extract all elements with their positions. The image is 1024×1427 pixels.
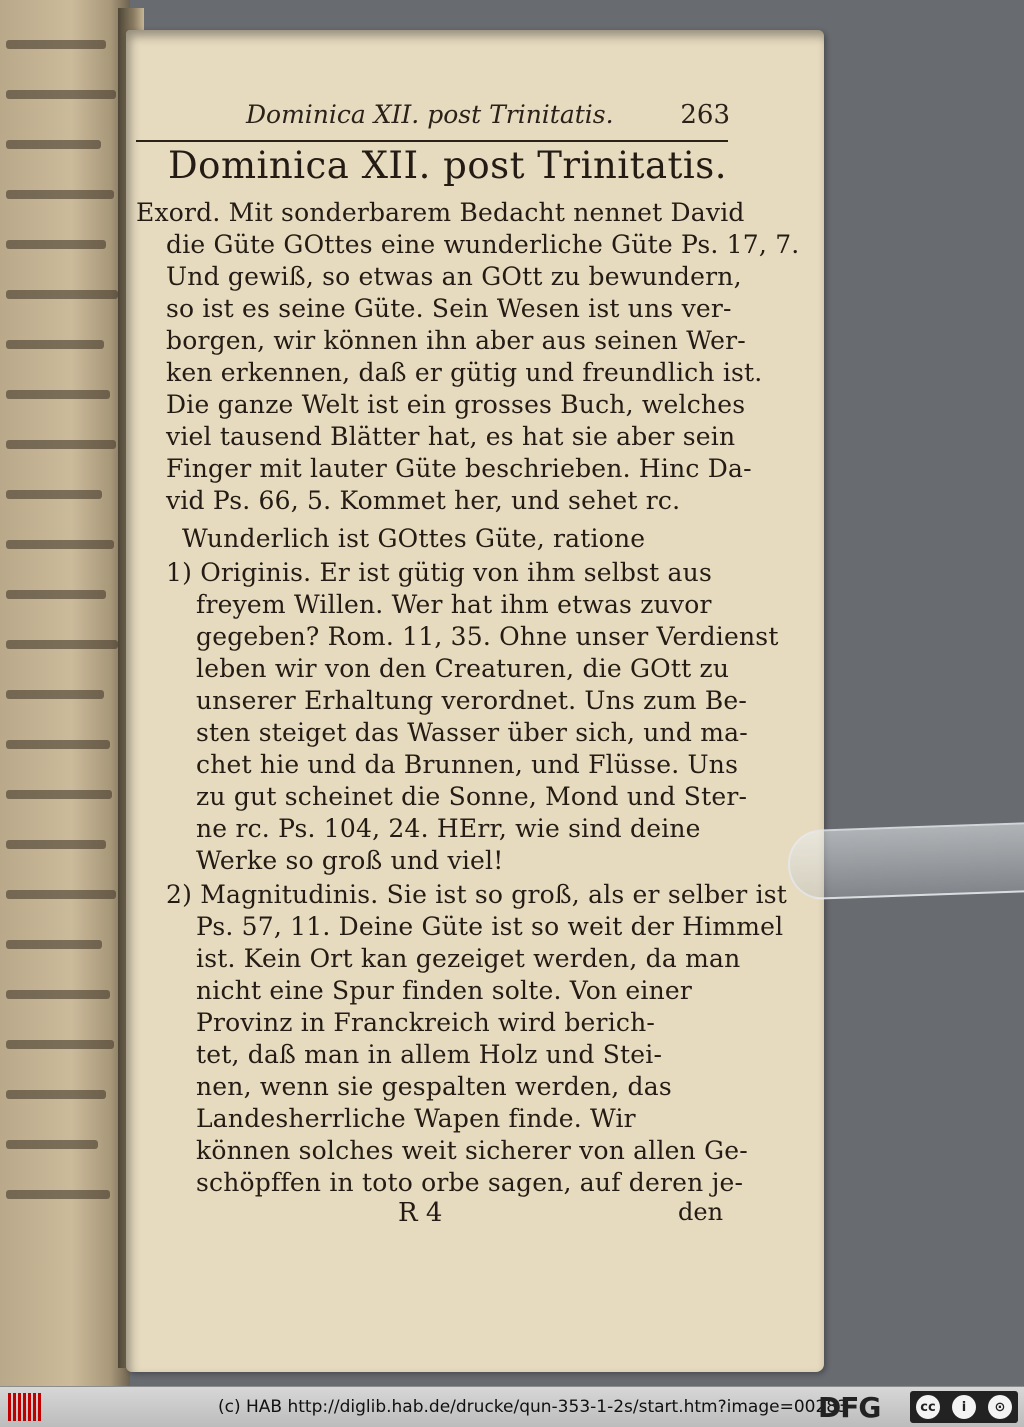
text-line: Exord. Mit sonderbarem Bedacht nennet David	[136, 198, 745, 227]
cc-icon: cc	[916, 1395, 940, 1419]
text-line: viel tausend Blätter hat, es hat sie aber sein	[166, 422, 736, 451]
text-line: Landesherrliche Wapen finde. Wir	[196, 1104, 636, 1133]
text-line: nicht eine Spur finden solte. Von einer	[196, 976, 693, 1005]
text-line: so ist es seine Güte. Sein Wesen ist uns ver-	[166, 294, 732, 323]
by-icon: i	[952, 1395, 976, 1419]
dfg-logo: DFG	[818, 1391, 881, 1424]
text-line: Wunderlich ist GOttes Güte, ratione	[182, 524, 646, 553]
text-line: 2) Magnitudinis. Sie ist so groß, als er selber ist	[166, 880, 788, 909]
text-line: borgen, wir können ihn aber aus seinen Wer-	[166, 326, 746, 355]
running-head-title: Dominica XII. post Trinitatis.	[246, 100, 614, 129]
hab-barcode-icon	[8, 1393, 44, 1421]
catchword: den	[678, 1198, 724, 1226]
text-line: ne rc. Ps. 104, 24. HErr, wie sind deine	[196, 814, 701, 843]
text-line: Finger mit lauter Güte beschrieben. Hinc Da-	[166, 454, 752, 483]
text-line: unserer Erhaltung verordnet. Uns zum Be-	[196, 686, 748, 715]
sa-icon: ⊙	[988, 1395, 1012, 1419]
text-line: Ps. 57, 11. Deine Güte ist so weit der Himmel	[196, 912, 784, 941]
text-line: Die ganze Welt ist ein grosses Buch, welches	[166, 390, 746, 419]
text-line: ist. Kein Ort kan gezeiget werden, da man	[196, 944, 741, 973]
cc-license-badge[interactable]	[910, 1391, 1018, 1423]
text-line: Provinz in Franckreich wird berich-	[196, 1008, 656, 1037]
text-line: chet hie und da Brunnen, und Flüsse. Uns	[196, 750, 739, 779]
text-line: zu gut scheinet die Sonne, Mond und Ster-	[196, 782, 748, 811]
page-clip	[787, 821, 1024, 900]
text-line: nen, wenn sie gespalten werden, das	[196, 1072, 672, 1101]
facing-page-edge	[0, 0, 130, 1386]
text-line: schöpffen in toto orbe sagen, auf deren je-	[196, 1168, 744, 1197]
text-line: leben wir von den Creaturen, die GOtt zu	[196, 654, 730, 683]
text-line: gegeben? Rom. 11, 35. Ohne unser Verdienst	[196, 622, 779, 651]
text-line: 1) Originis. Er ist gütig von ihm selbst aus	[166, 558, 712, 587]
text-line: ken erkennen, daß er gütig und freundlich ist.	[166, 358, 763, 387]
text-line: sten steiget das Wasser über sich, und ma-	[196, 718, 748, 747]
text-line: Werke so groß und viel!	[196, 846, 504, 875]
text-line: freyem Willen. Wer hat ihm etwas zuvor	[196, 590, 712, 619]
page-number: 263	[680, 100, 730, 130]
header-rule	[136, 140, 728, 142]
running-head	[240, 98, 730, 134]
attribution-link[interactable]: (c) HAB http://diglib.hab.de/drucke/qun-353-1-2s/start.htm?image=00283	[218, 1397, 848, 1417]
text-line: vid Ps. 66, 5. Kommet her, und sehet rc.	[166, 486, 681, 515]
text-line: Und gewiß, so etwas an GOtt zu bewundern,	[166, 262, 742, 291]
text-line: tet, daß man in allem Holz und Stei-	[196, 1040, 663, 1069]
section-heading: Dominica XII. post Trinitatis.	[168, 144, 727, 187]
text-line: können solches weit sicherer von allen Ge-	[196, 1136, 748, 1165]
signature-mark: R 4	[398, 1198, 443, 1228]
text-line: die Güte GOttes eine wunderliche Güte Ps. 17, 7.	[166, 230, 800, 259]
viewer-footer	[0, 1386, 1024, 1427]
